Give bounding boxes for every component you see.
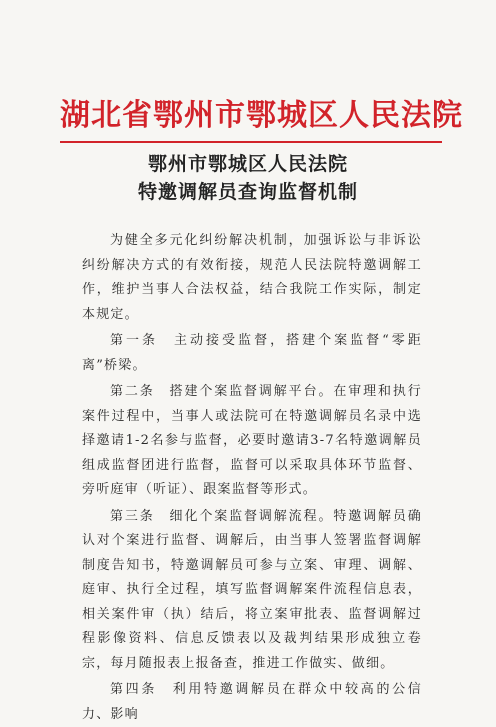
article-2-paragraph: 第二条 搭建个案监督调解平台。在审理和执行案件过程中，当事人或法院可在特邀调解员名录中选择邀请1-2名参与监督，必要时邀请3-7名特邀调解员组成监督团进行监督，监督可以采取具体环节监督、旁听庭审（听证）、跟案监督等形式。	[82, 384, 422, 497]
article-4-paragraph: 第四条 利用特邀调解员在群众中较高的公信力、影响	[82, 682, 422, 722]
document-title-line-2: 特邀调解员查询监督机制	[137, 181, 358, 203]
document-body	[82, 229, 422, 727]
document-title-line-1: 鄂州市鄂城区人民法院	[147, 153, 348, 175]
preamble-paragraph: 为健全多元化纠纷解决机制，加强诉讼与非诉讼纠纷解决方式的有效衔接，规范人民法院特邀调解工作，维护当事人合法权益，结合我院工作实际，制定本规定。	[82, 233, 422, 322]
red-divider-line	[60, 141, 442, 143]
court-masthead: 湖北省鄂州市鄂城区人民法院	[60, 98, 463, 133]
article-1-paragraph: 第一条 主动接受监督，搭建个案监督“零距离”桥梁。	[82, 333, 422, 373]
article-3-paragraph: 第三条 细化个案监督调解流程。特邀调解员确认对个案进行监督、调解后，由当事人签署监督调解制度告知书，特邀调解员可参与立案、审理、调解、庭审、执行全过程，填写监督调解案件流程信息表，相关案件审（执）结后，将立案审批表、监督调解过程影像资料、信息反馈表以及裁判结果形成独立卷宗，每月随报表上报备查，推进工作做实、做细。	[82, 508, 422, 671]
